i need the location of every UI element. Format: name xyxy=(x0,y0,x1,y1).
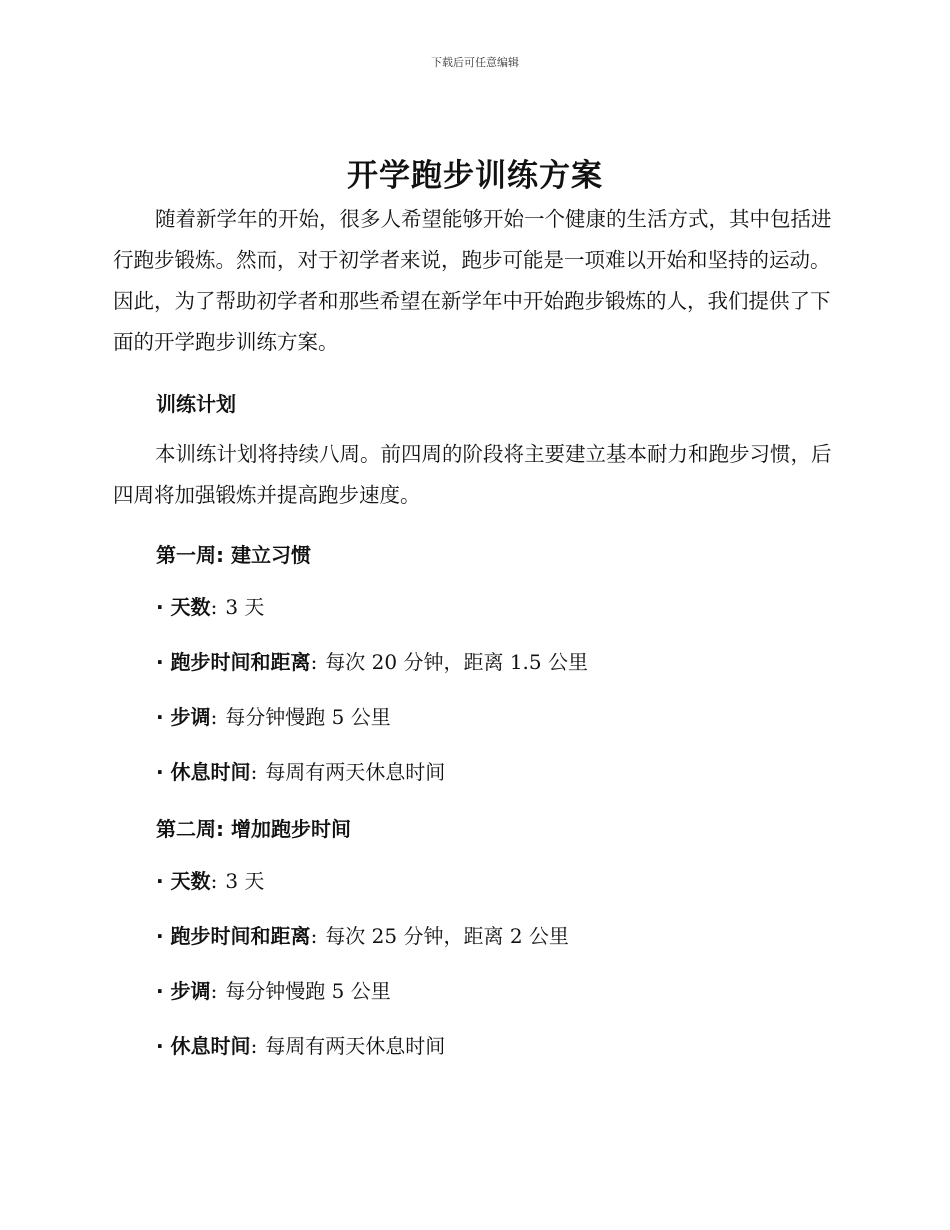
item-value: 每次 20 分钟，距离 1.5 公里 xyxy=(325,650,588,674)
item-label: · 休息时间 xyxy=(156,760,251,784)
list-item xyxy=(156,1031,836,1086)
item-value: 3 天 xyxy=(225,869,265,893)
item-value: 每次 25 分钟，距离 2 公里 xyxy=(325,924,569,948)
item-colon: : xyxy=(250,1034,258,1058)
list-item xyxy=(156,921,836,976)
item-colon: : xyxy=(250,760,258,784)
week-1-list xyxy=(156,592,836,812)
plan-intro-paragraph: 本训练计划将持续八周。前四周的阶段将主要建立基本耐力和跑步习惯，后四周将加强锻炼并提高跑步速度。 xyxy=(113,442,832,507)
plan-heading: 训练计划 xyxy=(156,392,236,416)
item-label: · 休息时间 xyxy=(156,1034,251,1058)
item-value: 3 天 xyxy=(225,595,265,619)
item-label: · 跑步时间和距离 xyxy=(156,650,311,674)
list-item xyxy=(156,866,836,921)
week-1-heading: 第一周: 建立习惯 xyxy=(156,543,311,567)
item-label: · 步调 xyxy=(156,979,211,1003)
document-title: 开学跑步训练方案 xyxy=(347,158,603,194)
item-value: 每分钟慢跑 5 公里 xyxy=(225,705,391,729)
week-2-heading: 第二周: 增加跑步时间 xyxy=(156,817,351,841)
item-value: 每周有两天休息时间 xyxy=(265,760,446,784)
item-colon: : xyxy=(210,869,218,893)
item-colon: : xyxy=(310,650,318,674)
list-item xyxy=(156,757,836,812)
item-colon: : xyxy=(210,705,218,729)
item-colon: : xyxy=(310,924,318,948)
page-header: 下载后可任意编辑 xyxy=(431,56,519,69)
list-item xyxy=(156,702,836,757)
week-2-list xyxy=(156,866,836,1086)
list-item xyxy=(156,592,836,647)
intro-paragraph: 随着新学年的开始，很多人希望能够开始一个健康的生活方式，其中包括进行跑步锻炼。然而，对于初学者来说，跑步可能是一项难以开始和坚持的运动。因此，为了帮助初学者和那些希望在新学年中开始跑步锻炼的人，我们提供了下面的开学跑步训练方案。 xyxy=(113,207,832,354)
list-item xyxy=(156,976,836,1031)
item-label: · 天数 xyxy=(156,595,211,619)
item-value: 每分钟慢跑 5 公里 xyxy=(225,979,391,1003)
item-colon: : xyxy=(210,595,218,619)
item-label: · 跑步时间和距离 xyxy=(156,924,311,948)
item-label: · 步调 xyxy=(156,705,211,729)
item-colon: : xyxy=(210,979,218,1003)
item-label: · 天数 xyxy=(156,869,211,893)
item-value: 每周有两天休息时间 xyxy=(265,1034,446,1058)
list-item xyxy=(156,647,836,702)
